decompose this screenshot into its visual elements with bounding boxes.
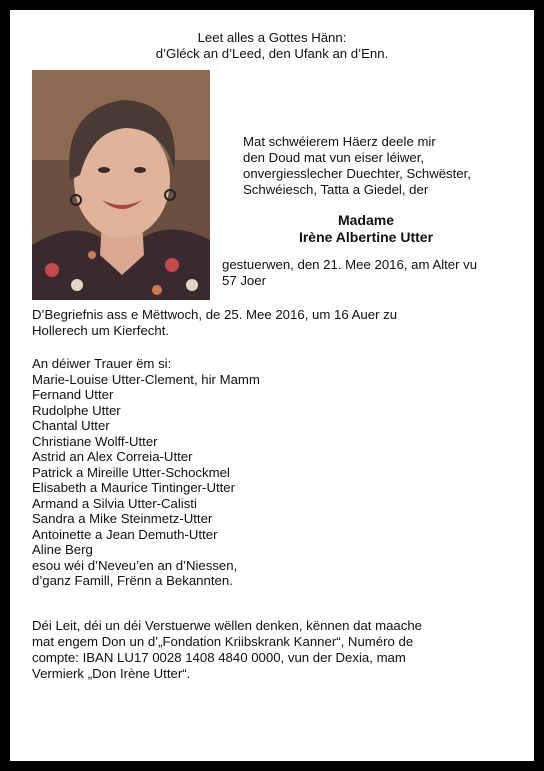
mourner-item: Christiane Wolff-Utter	[32, 433, 158, 449]
mourner-item: Armand a Silvia Utter-Calisti	[32, 495, 197, 511]
mourners-heading: An déiwer Trauer ëm si:	[32, 356, 172, 371]
mourner-item: Fernand Utter	[32, 387, 114, 402]
mourner-item: Elisabeth a Maurice Tintinger-Utter	[32, 480, 236, 495]
mourner-item: Aline Berg	[32, 542, 93, 557]
obituary-notice	[10, 10, 534, 761]
mourner-item: Patrick a Mireille Utter-Schockmel	[32, 464, 230, 480]
funeral-line: D’Begriefnis ass e Mëttwoch, de 25. Mee 2016, um 16 Auer zu	[32, 307, 398, 322]
mourner-item: Chantal Utter	[32, 418, 110, 433]
deceased-name	[210, 213, 522, 247]
donation-line: compte: IBAN LU17 0028 1408 4840 0000, vun der Dexia, mam	[32, 650, 406, 665]
donation-line: Déi Leit, déi un déi Verstuerwe wëllen denken, kënnen dat maache	[32, 618, 423, 633]
intro-line: Mat schwéierem Häerz deele mir	[243, 134, 436, 149]
motto-line: Leet alles a Gottes Hänn:	[197, 30, 347, 45]
motto-line: d’Gléck an d’Leed, den Ufank an d’Enn.	[155, 46, 389, 61]
mourner-item: Rudolphe Utter	[32, 402, 121, 418]
mourners-list	[32, 356, 522, 589]
mourner-item: d’ganz Famill, Frënn a Bekannten.	[32, 573, 233, 588]
donation-info	[32, 618, 532, 682]
death-line: 57 Joer	[222, 273, 266, 288]
mourner-item: Antoinette a Jean Demuth-Utter	[32, 526, 218, 542]
death-line: gestuerwen, den 21. Mee 2016, am Alter vu	[222, 257, 478, 272]
mourner-item: esou wéi d’Neveu’en an d’Niessen,	[32, 557, 238, 573]
intro-line: onvergiesslecher Duechter, Schwëster,	[243, 166, 471, 181]
funeral-line: Hollerech um Kierfecht.	[32, 323, 170, 338]
mourner-item: Sandra a Mike Steinmetz-Utter	[32, 511, 213, 526]
motto	[10, 30, 534, 62]
funeral-info	[32, 307, 522, 339]
donation-line: mat engem Don un d’„Fondation Kriibskrank Kanner“, Numéro de	[32, 634, 414, 649]
intro-line: Schwéiesch, Tatta a Giedel, der	[243, 182, 429, 197]
full-name: Irène Albertine Utter	[298, 229, 434, 245]
donation-line: Vermierk „Don Irène Utter“.	[32, 666, 191, 681]
portrait-photo	[32, 70, 210, 300]
mourner-item: Astrid an Alex Correia-Utter	[32, 449, 193, 464]
intro-line: den Doud mat vun eiser léiwer,	[243, 150, 425, 165]
mourner-item: Marie-Louise Utter-Clement, hir Mamm	[32, 371, 260, 387]
title: Madame	[337, 212, 395, 228]
intro-text	[243, 134, 533, 198]
death-info	[222, 257, 522, 289]
